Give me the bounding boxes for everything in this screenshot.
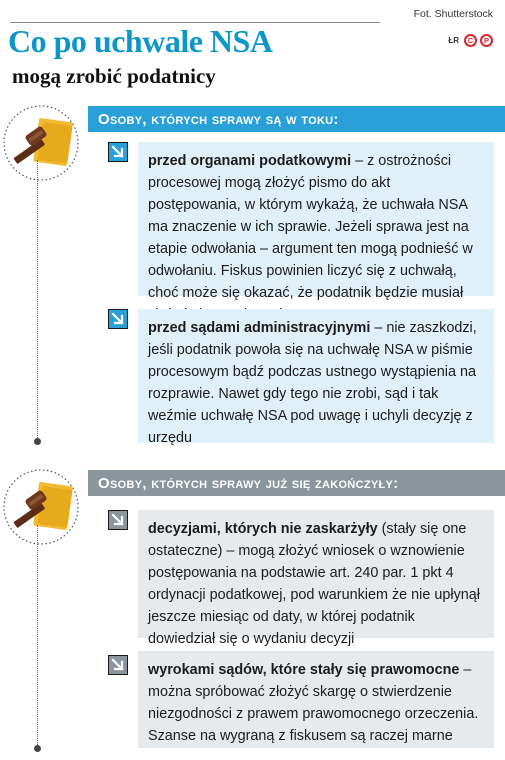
- arrow-down-right-icon: [108, 655, 128, 675]
- publisher-logos: [448, 34, 493, 47]
- timeline-pending: [37, 160, 38, 440]
- copyright-c-icon: C: [464, 34, 477, 47]
- item-text: (stały się one ostateczne) – mogą złożyć wniosek o wznowienie postępowania na podstawie art. 240 par. 1 pkt 4 ordynacji podatkowej, pod warunkiem że nie upłynął jeszcze miesiąc od daty, w której podatnik dowiedział się o wydaniu decyzji: [148, 521, 480, 647]
- item-lead: przed sądami administracyjnymi: [148, 320, 371, 336]
- timeline-closed: [37, 525, 38, 747]
- pending-item-admin-courts: [138, 309, 494, 446]
- arrow-down-right-icon: [108, 142, 128, 162]
- copyright-p-icon: P: [480, 34, 493, 47]
- item-lead: decyzjami, których nie zaskarżyły: [148, 521, 378, 537]
- gavel-icon: [2, 104, 80, 182]
- arrow-down-right-icon: [108, 510, 128, 530]
- lr-label: ŁR: [448, 36, 459, 45]
- arrow-down-right-icon: [108, 309, 128, 329]
- item-text: – nie zaszkodzi, jeśli podatnik powoła się na uchwałę NSA w piśmie procesowym bądź podczas ustnego wystąpienia na rozprawie. Nawet gdy tego nie zrobi, sąd i tak weźmie uchwałę NSA pod uwagę i uchyli decyzję z urzędu: [148, 320, 477, 446]
- page-title: Co po uchwale NSA: [8, 23, 273, 59]
- item-text: – można spróbować złożyć skargę o stwierdzenie niezgodności z prawem prawomocnego orzeczenia. Szanse na wygraną z fiskusem są raczej marne: [148, 662, 479, 744]
- section-heading-pending: Osoby, których sprawy są w toku:: [88, 106, 505, 132]
- section-heading-closed: Osoby, których sprawy już się zakończyły:: [88, 470, 505, 496]
- closed-item-court-judgments: [138, 651, 494, 748]
- item-lead: przed organami podatkowymi: [148, 153, 352, 169]
- pending-item-tax-authorities: [138, 142, 494, 301]
- closed-item-decisions: [138, 510, 494, 647]
- photo-credit: Fot. Shutterstock: [413, 8, 493, 20]
- item-text: – z ostrożności procesowej mogą złożyć pismo do akt postępowania, w którym wykażą, że uchwała NSA ma znaczenie w ich sprawie. Jeżeli sprawa jest na etapie odwołania – argument ten mogą podnieść w odwołaniu. Fiskus powinien liczyć się z uchwałą, choć może się okazać, że podatnik będzie musiał: [148, 153, 473, 301]
- gavel-icon: [2, 468, 80, 546]
- timeline-end-dot: [34, 745, 41, 752]
- page-subtitle: mogą zrobić podatnicy: [12, 64, 216, 88]
- timeline-end-dot: [34, 438, 41, 445]
- item-lead: wyrokami sądów, które stały się prawomocne: [148, 662, 460, 678]
